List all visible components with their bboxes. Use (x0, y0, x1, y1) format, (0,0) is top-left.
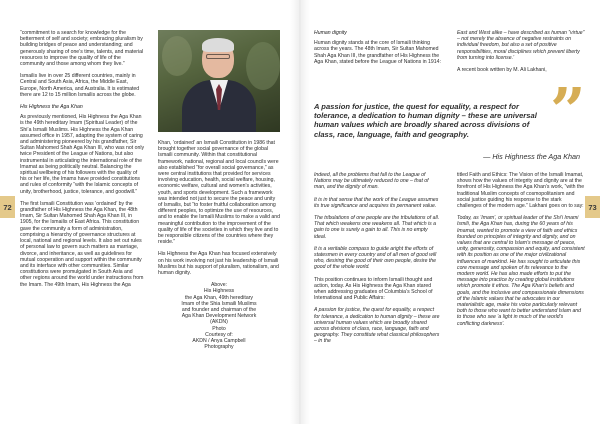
body-paragraph: Human dignity stands at the core of Ismaili thinking across the years. The 48th Imam, Sir Sultan Mahomed Shah Aga Khan III, the grandfather of His Highness the Aga Khan, stated before the League of Nations in 1914: (314, 40, 441, 65)
caption-line: Photo (212, 325, 226, 332)
body-paragraph: Ismailis live in over 25 different countries, mainly in Central and South Asia, Africa, the Middle East, Europe, North America, and Australia. It is estimated there are 12 to 15 million Ismailis across the globe. (20, 73, 140, 98)
body-paragraph: Khan, ‘ordained’ an Ismaili Constitution in 1986 that brought together social governance of the global Ismaili community. Within that constitutional framework, national, regional and local councils were also established “for overall social governance,” as were central institutions that provided for services involving education, health, social welfare, housing, economic welfare, cultural and women’s activities, youth, and sports development. Such a framework was intended not just to secure the peace and unity of Ismailis, but “to foster fruitful collaboration among different peoples, to optimize the use of resources, and to enable the Ismaili Muslims to make a valid and meaningful contribution to the improvement of the quality of life of the societies in which they live and to be responsible citizens of the countries where they reside.” (158, 140, 281, 246)
caption-line: Above: (210, 282, 227, 289)
portrait-photo (158, 30, 280, 132)
left-column-1 (20, 30, 145, 288)
body-paragraph: The first Ismaili Constitution was ‘ordained’ by the grandfather of His Highness the Aga Khan, the 48th Imam, Sir Sultan Mahomed Shah Aga Khan III, in 1905, for the Ismailis of East Africa. This constitution gave the community a form of administration, comprising a hierarchy of governance structures at local, national and regional levels. It also set out rules of personal law to govern such matters as marriage, divorce, and inheritance, as well as guidelines for mutual cooperation and support within the community and its interface with other communities. Similar constitutions were promulgated in South Asia and other regions around the world under instructions from the Imam. The 49th Imam, His Highness the Aga (20, 200, 144, 288)
right-page (300, 0, 600, 424)
section-heading: His Highness the Aga Khan (20, 104, 83, 111)
body-paragraph: titled Faith and Ethics: The Vision of the Ismaili Imamat, shows how the values of integrity and dignity are at the forefront of His Highness the Aga Khan’s work, “with the traditional Muslim concepts of cosmopolitanism and social justice guiding his response to the stark challenges of the modern age.” Lakhani goes on to say: (457, 172, 585, 210)
caption-line: His Highness (203, 288, 235, 295)
caption-line: Photography (204, 344, 234, 351)
caption-line: (AKDN) (210, 319, 228, 326)
right-column-2 (457, 30, 585, 73)
caption-line: AKDN / Anya Campbell (192, 338, 246, 345)
right-column-1 (314, 30, 441, 65)
body-paragraph: Indeed, all the problems that fall to the League of Nations may be ultimately reduced to one – that of man, and the dignity of man. (314, 172, 429, 191)
photo-caption (158, 282, 280, 350)
left-column-2 (158, 140, 280, 351)
right-column-4 (457, 172, 585, 327)
photo-foliage (246, 42, 280, 90)
body-paragraph: “commitment to a search for knowledge for the betterment of self and society; embracing pluralism by building bridges of peace and understanding; and generously sharing of one’s time, talents, and material resources to improve the quality of life of the community and those among whom they live.” (20, 30, 144, 68)
body-paragraph: Today, as ‘Imam’, or spiritual leader of the Shi’i Imami Ismili, the Aga Khan has, during the 60 years of his Imamat, wanted to promote a view of faith and ethics founded on principles of integrity and dignity, and on values that are central to Islam’s message of peace, unity, generosity, compassion and equity, and consistent with its position as one of the major civilizational influences of mankind. He has sought to articulate this core message and spoken of its relevance to the modern world. He has also made efforts to put the message into practice by creating global institutions which promote it ethos. The Aga Khan’s beliefs and goals, and the inclusive and compassionate dimensions of the Islamic values that he advocates in our materialistic age, make his voice particularly relevant both to those who want to better understand Islam and to those who see ‘a light in much of the world’s conflicting darkness’. (457, 215, 585, 327)
quote-mark-icon: ” (550, 74, 586, 147)
caption-line: Aga Khan Development Network (181, 313, 257, 320)
body-paragraph: His Highness the Aga Khan has focused extensively on his work involving not just his leadership of Ismaili Muslims but his support of pluralism, rationalism, and human dignity. (158, 251, 279, 277)
body-paragraph: A recent book written by M. Ali Lakhani, (457, 67, 547, 74)
page-number-left: 72 (0, 196, 15, 218)
caption-line: Courtesy of: (205, 331, 233, 338)
photo-glasses (206, 54, 230, 59)
right-column-3 (314, 172, 441, 345)
photo-foliage (162, 36, 192, 76)
section-heading: Human dignity (314, 30, 347, 36)
body-paragraph: East and West alike – have described as human “virtue” – not merely the absence of negative restraints on individual freedom, but also a set of positive responsibilities, moral disciplines which prevent liberty from turning into license.’ (457, 30, 585, 61)
body-paragraph: This position continues to inform Ismaili thought and action, today. As His Highness the Aga Khan stared when addressing graduates of Columbia’s School of International and Public Affairs: (314, 276, 433, 302)
pull-quote-attribution: — His Highness the Aga Khan (483, 152, 580, 161)
body-paragraph: It is a veritable compass to guide aright the efforts of statesmen in every country and of all men of good will who, desiring the good of their own people, desire the good of the whole world. (314, 245, 437, 271)
photo-hair (202, 38, 234, 52)
caption-line: and founder and chairman of the (181, 307, 257, 314)
caption-line: Imam of the Shia Ismaili Muslims (181, 300, 257, 307)
body-paragraph: It is in that sense that the work of the League assumes its true significance and acquires its permanent value. (314, 196, 439, 209)
body-paragraph: A passion for justice, the quest for equality, a respect for tolerance, a dedication to human dignity – these are universal human values which are broadly shared across divisions of class, race, language, faith and geography. They constitute what classical philosophers – in the (314, 307, 440, 345)
body-paragraph: As previously mentioned, His Highness the Aga Khan is the 49th hereditary Imam (Spiritual Leader) of the Shi’a Ismaili Muslims. His Highness the Aga Khan assumed office in 1957, adapting the system of caring and administering pioneered by his grandfather, Sir Sultan Mahomed Shah Aga Khan III, who was not only twice President of the League of Nations, but also instrumental in articulating the international role of the Imamat as being politically neutral. Balancing the spiritual wellbeing of his followers with the quality of his or her life, the Imams have provided constitutions and rules of conformity “with the Islamic concepts of unity, brotherhood, justice, tolerance, and goodwill.” (20, 114, 145, 195)
page-number-right: 73 (585, 196, 600, 218)
caption-line: the Aga Khan, 49th hereditary (184, 294, 254, 301)
pull-quote: A passion for justice, the quest for equality, a respect for tolerance, a dedication to human dignity – these are universal human values which are broadly shared across divisions of class, race, language, faith and geography. (314, 102, 537, 139)
body-paragraph: The tribulations of one people are the tribulations of all. That which weakens one weakens all. That which is a gain to one is surely a gain to all. This is no empty ideal. (314, 215, 440, 240)
